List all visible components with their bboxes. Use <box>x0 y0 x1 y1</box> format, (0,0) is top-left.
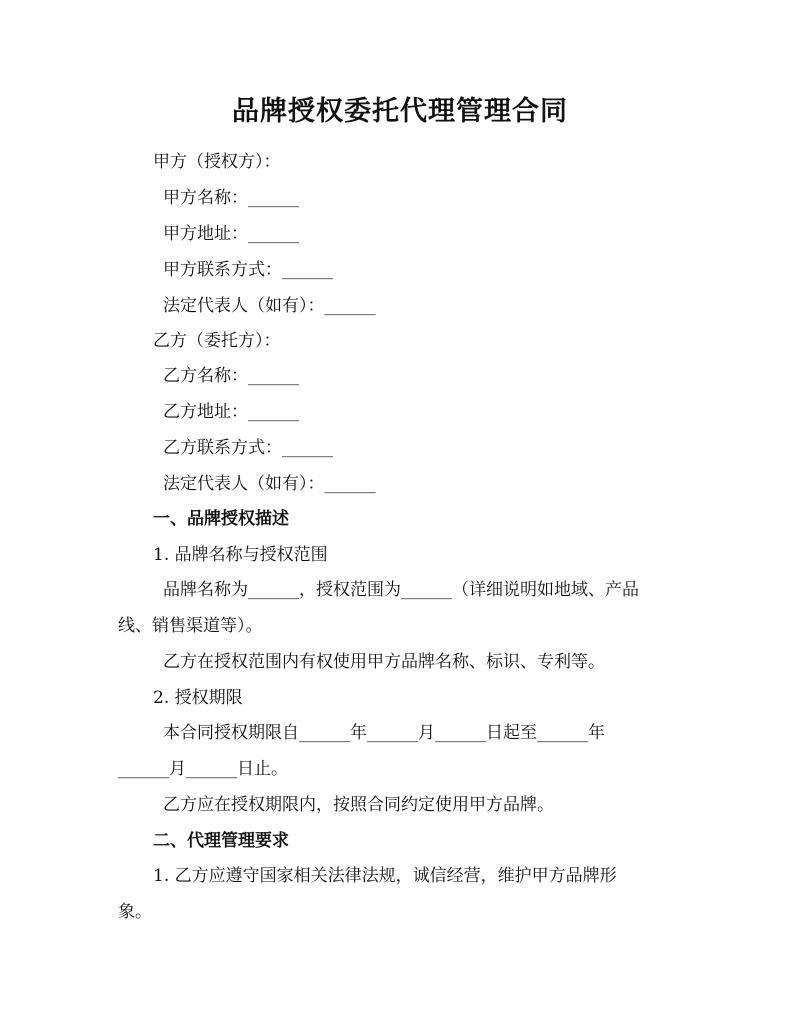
party-a-contact-field: 甲方联系方式：______ <box>163 260 333 280</box>
section1-item2-heading: 2. 授权期限 <box>153 688 243 708</box>
party-b-address-field: 乙方地址：______ <box>163 402 299 422</box>
section1-heading: 一、品牌授权描述 <box>153 509 289 529</box>
section1-item1-heading: 1. 品牌名称与授权范围 <box>153 545 328 565</box>
party-b-name-field: 乙方名称：______ <box>163 366 299 386</box>
section2-heading: 二、代理管理要求 <box>153 831 289 851</box>
section2-item1-line2: 象。 <box>118 902 152 922</box>
party-a-name-field: 甲方名称：______ <box>163 188 299 208</box>
party-b-heading: 乙方（委托方）： <box>153 331 281 351</box>
party-a-address-field: 甲方地址：______ <box>163 224 299 244</box>
section1-item2-paragraph-line2: ______月______日止。 <box>118 759 288 779</box>
document-title: 品牌授权委托代理管理合同 <box>232 96 568 127</box>
party-a-heading: 甲方（授权方）： <box>153 152 281 172</box>
party-b-representative-field: 法定代表人（如有）：______ <box>163 474 376 494</box>
party-a-representative-field: 法定代表人（如有）：______ <box>163 296 376 316</box>
section1-item2-paragraph-line1: 本合同授权期限自______年______月______日起至______年 <box>163 723 605 743</box>
section1-item1-paragraph-line1: 品牌名称为______，授权范围为______（详细说明如地域、产品 <box>163 580 639 600</box>
section2-item1-line1: 1. 乙方应遵守国家相关法律法规，诚信经营，维护甲方品牌形 <box>153 866 617 886</box>
section1-item1-paragraph-line2: 线、销售渠道等）。 <box>118 616 263 636</box>
section1-item1-paragraph2: 乙方在授权范围内有权使用甲方品牌名称、标识、专利等。 <box>163 652 605 672</box>
party-b-contact-field: 乙方联系方式：______ <box>163 438 333 458</box>
section1-item2-paragraph2: 乙方应在授权期限内，按照合同约定使用甲方品牌。 <box>163 795 554 815</box>
